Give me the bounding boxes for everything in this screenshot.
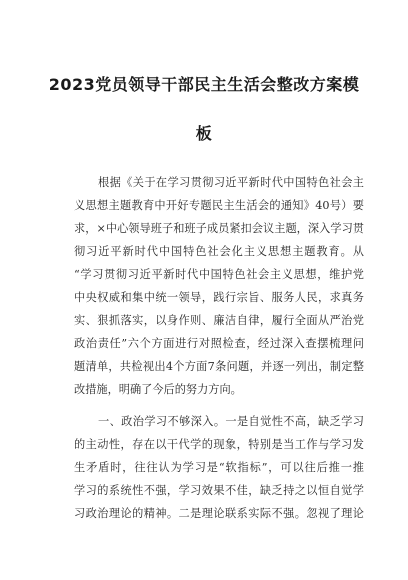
paragraph-line: 实、狠抓落实，以身作则、廉洁自律，履行全面从严治党 [74,314,364,327]
paragraph-line: 彻习近平新时代中国特色社会化主义思想主题教育。从 [74,245,364,258]
paragraph-line: “学习贯彻习近平新时代中国特色社会主义思想，维护党 [74,268,364,281]
paragraph-line: 政治责任”六个方面进行对照检查，经过深入查摆梳理问 [74,337,364,350]
paragraph-line: 根据《关于在学习贯彻习近平新时代中国特色社会主 [98,176,364,189]
paragraph-line: 中央权威和集中统一领导，践行宗旨、服务人民，求真务 [74,291,364,304]
paragraph-line: 生矛盾时，往往认为学习是“软指标”，可以往后推一推 [74,461,364,474]
paragraph-line: 求，×中心领导班子和班子成员紧扣会议主题，深入学习贯 [74,222,364,235]
paragraph-line: 习政治理论的精神。二是理论联系实际不强。忽视了理论 [74,507,364,520]
document-title-line-2: 板 [195,124,213,143]
paragraph-line: 学习的系统性不强，学习效果不佳，缺乏持之以恒自觉学 [74,484,364,497]
paragraph-line: 题清单，共检视出4个方面7条问题，并逐一列出，制定整 [74,360,364,373]
paragraph-line: 义思想主题教育中开好专题民主生活会的通知》40号）要 [74,199,364,212]
paragraph-line: 改措施，明确了今后的努力方向。 [74,383,242,396]
document-title-line-1: 2023党员领导干部民主生活会整改方案模 [48,75,360,94]
paragraph-line: 的主动性，存在以干代学的现象，特别是当工作与学习发 [74,438,364,451]
paragraph-line: 一、政治学习不够深入。一是自觉性不高，缺乏学习 [98,415,364,428]
